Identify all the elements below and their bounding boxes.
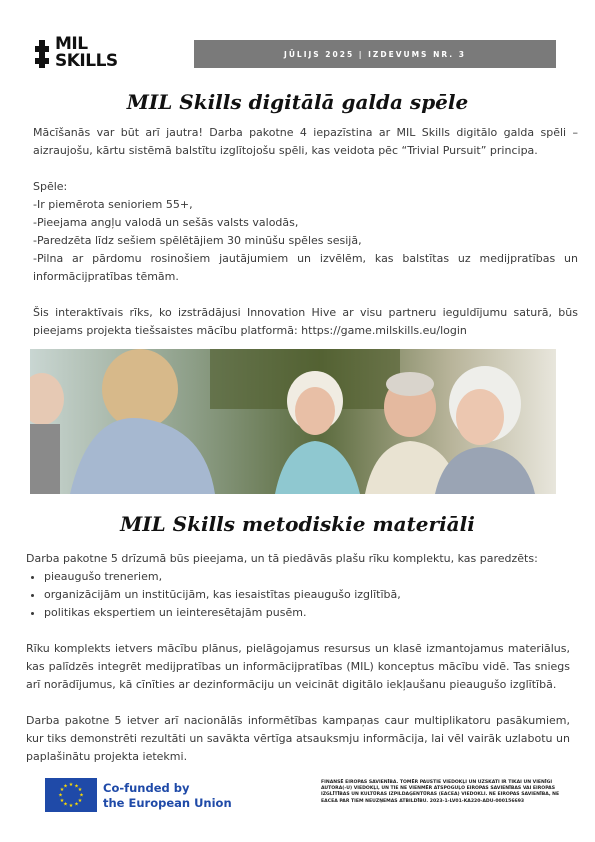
eu-label-line-1: Co-funded by (103, 781, 190, 795)
svg-text:★: ★ (77, 787, 83, 793)
svg-text:★: ★ (68, 782, 74, 788)
svg-text:★: ★ (63, 801, 68, 808)
svg-text:★: ★ (68, 803, 74, 809)
seniors-photo (30, 349, 556, 494)
section-title-board-game: MIL Skills digitālā galda spēle (126, 90, 469, 114)
svg-text:★: ★ (77, 798, 83, 804)
campaign-description: Darba pakotne 5 ietver arī nacionālās informētības kampaņas caur multiplikatoru pasākumiem, kur tiks demonstrēti rezultāti un savākta vērtīga atsauksmju informācija, lai vēl vairāk uzlabotu un paplašinātu projekta ietekmi. (26, 714, 570, 763)
svg-text:★: ★ (59, 798, 65, 804)
svg-text:★: ★ (63, 783, 68, 790)
section-title-methodology: MIL Skills metodiskie materiāli (120, 512, 475, 536)
puzzle-logo-icon (35, 40, 53, 68)
svg-text:★: ★ (74, 783, 79, 790)
board-game-availability: Šis interaktīvais rīks, ko izstrādājusi Innovation Hive ar visu partneru ieguldījumu saturā, būs pieejams projekta tiešsaistes mācību platformā: https://game.milskills.eu/login (33, 306, 578, 337)
eu-label-line-2: the European Union (103, 796, 232, 810)
logo-line-2: SKILLS (55, 51, 118, 71)
list-item: • politikas ekspertiem un ieinteresētajām pusēm. (44, 604, 401, 622)
game-list-item: -Ir piemērota senioriem 55+, (33, 198, 193, 211)
svg-text:★: ★ (59, 787, 65, 793)
methodology-intro: Darba pakotne 5 drīzumā būs pieejama, un tā piedāvās plašu rīku komplektu, kas paredzēts: (26, 552, 538, 565)
game-list-item: -Paredzēta līdz sešiem spēlētājiem 30 minūšu spēles sesijā, (33, 234, 362, 247)
toolkit-description: Rīku komplekts ietvers mācību plānus, pielāgojamus resursus un klasē izmantojamus materiālus, kas palīdzēs integrēt medijpratības un informācijpratības (MIL) konceptus mācību vidē. Tas sniegs arī norādījumus, kā cīnīties ar dezinformāciju un veicināt digitālo iekļaušanu pieaugušo izglītībā. (26, 642, 570, 691)
list-item: • pieaugušo treneriem, (44, 568, 401, 586)
board-game-intro: Mācīšanās var būt arī jautra! Darba pakotne 4 iepazīstina ar MIL Skills digitālo galda spēli – aizraujošu, kārtu sistēmā balstītu izglītojošu spēli, kas veidota pēc “Trivial Pursuit” principa. (33, 126, 578, 157)
svg-text:★: ★ (79, 792, 84, 799)
target-audience-list (26, 568, 401, 622)
eu-disclaimer: FINANSĒ EIROPAS SAVIENĪBA. TOMĒR PAUSTIE VIEDOKĻI UN UZSKATI IR TIKAI UN VIENĪGI AUTORA(-U) VIEDOKĻI, UN TIE NE VIENMĒR ATSPOGUĻO EIROPAS SAVIENĪBAS VAI EIROPAS IZGLĪTĪBAS UN KULTŪRAS IZPILDAĢENTŪRAS (EACEA) VIEDOKLI. NE EIROPAS SAVIENĪBA, NE EACEA PAR TIEM NEUZŅEMAS ATBILDĪBU. 2023-1-LV01-KA220-ADU-000156693 (321, 780, 560, 804)
seniors-photo-illustration (30, 349, 556, 494)
eu-flag-icon (45, 778, 97, 812)
logo-line-1: MIL (55, 34, 88, 54)
game-list-item: -Pilna ar pārdomu rosinošiem jautājumiem un izvēlēm, kas balstītas uz medijpratības un informācijpratības tēmām. (33, 252, 578, 283)
list-item: • organizācijām un institūcijām, kas iesaistītas pieaugušo izglītībā, (44, 586, 401, 604)
game-list-heading: Spēle: (33, 180, 68, 193)
mil-skills-logo (35, 36, 130, 72)
svg-text:★: ★ (58, 792, 63, 799)
logo-wordmark (55, 36, 118, 70)
eu-cofunded-label (103, 781, 232, 811)
svg-text:★: ★ (74, 801, 79, 808)
game-list-item: -Pieejama angļu valodā un sešās valsts valodās, (33, 216, 299, 229)
issue-banner: JŪLIJS 2025 | IZDEVUMS NR. 3 (194, 40, 556, 68)
